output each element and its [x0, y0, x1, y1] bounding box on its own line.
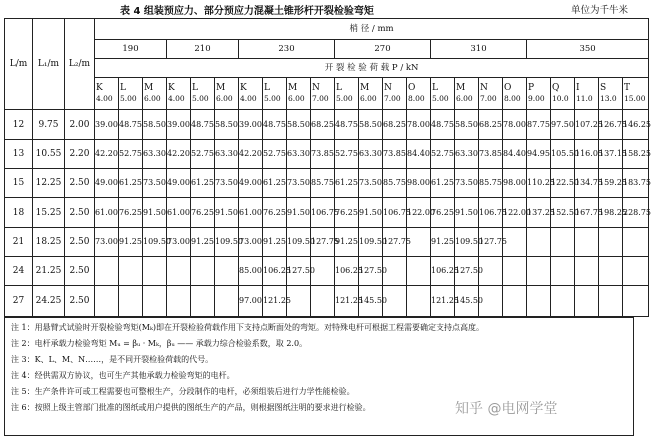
load-code: L: [432, 83, 438, 94]
moment-cell: [311, 286, 335, 317]
moment-cell: 145.50: [455, 286, 479, 317]
moment-cell: 91.25: [119, 227, 143, 256]
moment-cell: 61.00: [167, 198, 191, 227]
cell-L1: 15.25: [33, 198, 65, 227]
load-value: 6.00: [144, 94, 161, 104]
cell-L1: 21.25: [33, 257, 65, 286]
moment-cell: 52.75: [191, 139, 215, 168]
cell-L1: 24.25: [33, 286, 65, 317]
load-code-cell: [335, 77, 359, 110]
moment-cell: [407, 257, 431, 286]
load-code: T: [624, 83, 631, 94]
moment-cell: 73.00: [167, 227, 191, 256]
moment-cell: 78.00: [407, 110, 431, 139]
moment-cell: 145.50: [359, 286, 383, 317]
table-row: [5, 169, 649, 198]
moment-cell: 73.50: [287, 169, 311, 198]
moment-cell: 58.50: [215, 110, 239, 139]
moment-cell: 76.25: [335, 198, 359, 227]
load-code-cell: [503, 77, 527, 110]
moment-cell: 87.75: [527, 110, 551, 139]
header-row-load-codes: [5, 77, 649, 110]
moment-cell: 42.20: [95, 139, 119, 168]
moment-cell: [167, 257, 191, 286]
moment-cell: 158.25: [623, 139, 649, 168]
cell-L2: 2.50: [65, 286, 95, 317]
header-diameter: 230: [239, 39, 335, 59]
moment-cell: [95, 257, 119, 286]
header-row-load: [5, 59, 649, 77]
load-code: S: [600, 83, 607, 94]
moment-cell: 122.50: [551, 169, 575, 198]
load-code-cell: [551, 77, 575, 110]
note-1: 注 1：用悬臂式试验时开裂检验弯矩(Mₖ)即在开裂检验荷载作用下支持点断面处的弯矩。对特殊电杆可根据工程需要确定支持点高度。: [11, 323, 484, 332]
moment-cell: 110.25: [527, 169, 551, 198]
moment-cell: 39.00: [239, 110, 263, 139]
header-diameter: 350: [527, 39, 649, 59]
load-code: M: [216, 83, 226, 94]
moment-cell: 91.25: [191, 227, 215, 256]
load-value: 4.00: [96, 94, 113, 104]
moment-cell: 228.75: [623, 198, 649, 227]
moment-cell: 73.85: [311, 139, 335, 168]
moment-cell: 58.50: [143, 110, 167, 139]
unit-label: 单位为千牛米: [570, 5, 628, 16]
load-code: N: [312, 83, 320, 94]
moment-cell: 49.00: [239, 169, 263, 198]
moment-cell: [599, 286, 623, 317]
load-code-cell: [599, 77, 623, 110]
moment-cell: [527, 286, 551, 317]
moment-cell: 109.50: [143, 227, 167, 256]
cell-L: 27: [5, 286, 33, 317]
moment-cell: 63.30: [215, 139, 239, 168]
load-code: O: [504, 83, 512, 94]
moment-cell: 146.25: [623, 110, 649, 139]
moment-cell: 85.75: [383, 169, 407, 198]
moment-cell: 127.75: [383, 227, 407, 256]
table-row: [5, 286, 649, 317]
moment-cell: 94.95: [527, 139, 551, 168]
moment-cell: [623, 257, 649, 286]
moment-cell: 73.50: [359, 169, 383, 198]
load-code-cell: [239, 77, 263, 110]
load-value: 8.00: [408, 94, 425, 104]
moment-cell: [575, 257, 599, 286]
moment-cell: [191, 286, 215, 317]
moment-cell: [551, 227, 575, 256]
note-2: 注 2：电杆承载力检验弯矩 Mᵤ = βᵤ · Mₖ，βᵤ —— 承载力综合检验系数，取 2.0。: [11, 339, 308, 348]
load-code: Q: [552, 83, 560, 94]
moment-cell: 52.75: [335, 139, 359, 168]
note-3: 注 3：K、L、M、N……，是不同开裂检验荷载的代号。: [11, 355, 214, 364]
moment-cell: 58.50: [287, 110, 311, 139]
moment-cell: 76.25: [431, 198, 455, 227]
load-value: 5.00: [336, 94, 353, 104]
moment-cell: [575, 286, 599, 317]
moment-cell: [215, 257, 239, 286]
load-code-cell: [287, 77, 311, 110]
cell-L2: 2.50: [65, 227, 95, 256]
cell-L: 18: [5, 198, 33, 227]
moment-cell: 91.50: [143, 198, 167, 227]
load-value: 4.00: [240, 94, 257, 104]
moment-cell: [191, 257, 215, 286]
load-code: M: [288, 83, 298, 94]
moment-cell: 73.50: [215, 169, 239, 198]
load-code: L: [264, 83, 270, 94]
load-value: 5.00: [120, 94, 137, 104]
moment-cell: 127.50: [455, 257, 479, 286]
moment-cell: 48.75: [263, 110, 287, 139]
moment-cell: 63.30: [359, 139, 383, 168]
moment-cell: 109.50: [359, 227, 383, 256]
moment-cell: 68.25: [479, 110, 503, 139]
cell-L: 21: [5, 227, 33, 256]
load-value: 11.0: [576, 94, 593, 104]
load-value: 6.00: [216, 94, 233, 104]
moment-cell: [527, 227, 551, 256]
cell-L2: 2.50: [65, 169, 95, 198]
load-code-cell: [359, 77, 383, 110]
moment-cell: 68.25: [311, 110, 335, 139]
load-value: 8.00: [504, 94, 521, 104]
moment-cell: 61.25: [191, 169, 215, 198]
table-row: [5, 257, 649, 286]
moment-cell: 134.75: [575, 169, 599, 198]
moment-cell: 91.25: [431, 227, 455, 256]
load-code-cell: [407, 77, 431, 110]
moment-cell: 58.50: [359, 110, 383, 139]
moment-cell: [599, 227, 623, 256]
moment-cell: 85.75: [479, 169, 503, 198]
moment-cell: 91.25: [335, 227, 359, 256]
load-value: 7.00: [480, 94, 497, 104]
moment-cell: 76.25: [263, 198, 287, 227]
moment-cell: [503, 257, 527, 286]
load-code-cell: [263, 77, 287, 110]
moment-cell: 91.50: [287, 198, 311, 227]
load-code: N: [480, 83, 488, 94]
moment-cell: 48.75: [335, 110, 359, 139]
load-code: P: [528, 83, 535, 94]
moment-cell: 39.00: [167, 110, 191, 139]
moment-cell: 52.75: [119, 139, 143, 168]
moment-cell: 91.50: [215, 198, 239, 227]
header-L1: L₁/m: [33, 19, 65, 110]
cell-L1: 12.25: [33, 169, 65, 198]
moment-cell: 121.25: [431, 286, 455, 317]
moment-cell: 137.25: [527, 198, 551, 227]
moment-cell: 116.05: [575, 139, 599, 168]
moment-cell: [599, 257, 623, 286]
moment-cell: 91.50: [359, 198, 383, 227]
header-L: L/m: [5, 19, 33, 110]
moment-cell: [119, 286, 143, 317]
moment-cell: [551, 257, 575, 286]
moment-cell: [503, 286, 527, 317]
load-value: 6.00: [360, 94, 377, 104]
header-diameter: 190: [95, 39, 167, 59]
load-code-cell: [383, 77, 407, 110]
note-6: 注 6：按照上级主管部门批准的图纸或用户提供的图纸生产的产品，则根据图纸注明的要求进行检验。: [11, 403, 371, 412]
load-code-cell: [95, 77, 119, 110]
moment-cell: 127.75: [479, 227, 503, 256]
moment-cell: 137.15: [599, 139, 623, 168]
moment-cell: 127.75: [311, 227, 335, 256]
moment-cell: 97.00: [239, 286, 263, 317]
moment-cell: 107.25: [575, 110, 599, 139]
moment-cell: 61.25: [263, 169, 287, 198]
moment-cell: [215, 286, 239, 317]
moment-cell: 85.75: [311, 169, 335, 198]
moment-cell: 61.00: [95, 198, 119, 227]
cell-L2: 2.00: [65, 110, 95, 139]
load-code: I: [576, 83, 580, 94]
moment-cell: 48.75: [119, 110, 143, 139]
load-code: K: [168, 83, 175, 94]
load-value: 7.00: [384, 94, 401, 104]
moment-cell: 49.00: [167, 169, 191, 198]
moment-cell: [551, 286, 575, 317]
header-diameter: 210: [167, 39, 239, 59]
moment-cell: 61.25: [431, 169, 455, 198]
moment-cell: 52.75: [263, 139, 287, 168]
load-code-cell: [215, 77, 239, 110]
cell-L: 12: [5, 110, 33, 139]
moment-cell: [407, 286, 431, 317]
moment-cell: 106.75: [479, 198, 503, 227]
header-load: 开 裂 检 验 荷 载 P / kN: [95, 59, 649, 77]
load-code-cell: [455, 77, 479, 110]
moment-cell: 167.75: [575, 198, 599, 227]
moment-cell: 73.85: [479, 139, 503, 168]
moment-table: [4, 18, 649, 317]
moment-cell: 52.75: [431, 139, 455, 168]
load-code: O: [408, 83, 416, 94]
moment-cell: 42.20: [239, 139, 263, 168]
table-row: [5, 139, 649, 168]
cell-L2: 2.50: [65, 257, 95, 286]
moment-cell: 48.75: [191, 110, 215, 139]
moment-cell: [527, 257, 551, 286]
moment-cell: 98.00: [407, 169, 431, 198]
load-value: 13.0: [600, 94, 617, 104]
moment-cell: 61.25: [119, 169, 143, 198]
load-code: L: [192, 83, 198, 94]
moment-cell: 122.00: [407, 198, 431, 227]
header-tip-diameter: 梢 径 / mm: [95, 19, 649, 40]
moment-cell: 126.75: [599, 110, 623, 139]
moment-cell: 152.50: [551, 198, 575, 227]
moment-cell: 109.50: [455, 227, 479, 256]
note-4: 注 4：经供需双方协议，也可生产其他承载力检验弯矩的电杆。: [11, 371, 235, 380]
moment-cell: 105.50: [551, 139, 575, 168]
load-value: 4.00: [168, 94, 185, 104]
moment-cell: [623, 286, 649, 317]
moment-cell: 97.50: [551, 110, 575, 139]
moment-cell: 49.00: [95, 169, 119, 198]
moment-cell: 48.75: [431, 110, 455, 139]
load-value: 9.00: [528, 94, 545, 104]
moment-cell: 106.25: [335, 257, 359, 286]
moment-cell: [143, 257, 167, 286]
table-title-bar: [0, 2, 640, 18]
notes-box: [4, 317, 634, 436]
load-code-cell: [431, 77, 455, 110]
load-code-cell: [191, 77, 215, 110]
load-code: L: [336, 83, 342, 94]
cell-L2: 2.50: [65, 198, 95, 227]
header-row-diameters: [5, 39, 649, 59]
header-diameter: 270: [335, 39, 431, 59]
cell-L: 13: [5, 139, 33, 168]
moment-cell: 106.25: [263, 257, 287, 286]
moment-cell: 122.00: [503, 198, 527, 227]
load-code-cell: [167, 77, 191, 110]
table-row: [5, 110, 649, 139]
moment-cell: [119, 257, 143, 286]
load-code: N: [384, 83, 392, 94]
cell-L: 15: [5, 169, 33, 198]
moment-cell: [623, 227, 649, 256]
moment-cell: 76.25: [119, 198, 143, 227]
load-value: 7.00: [312, 94, 329, 104]
moment-cell: 91.50: [455, 198, 479, 227]
moment-cell: 73.00: [95, 227, 119, 256]
load-value: 5.00: [432, 94, 449, 104]
load-code-cell: [623, 77, 649, 110]
moment-cell: 127.50: [287, 257, 311, 286]
cell-L1: 10.55: [33, 139, 65, 168]
load-code: M: [144, 83, 154, 94]
cell-L1: 18.25: [33, 227, 65, 256]
moment-cell: 63.30: [143, 139, 167, 168]
load-code: M: [456, 83, 466, 94]
moment-cell: 78.00: [503, 110, 527, 139]
table-title: 表 4 组装预应力、部分预应力混凝土锥形杆开裂检验弯矩: [120, 6, 374, 17]
moment-cell: [167, 286, 191, 317]
moment-cell: 183.75: [623, 169, 649, 198]
load-code-cell: [143, 77, 167, 110]
load-code: K: [240, 83, 247, 94]
moment-cell: 39.00: [95, 110, 119, 139]
load-code: K: [96, 83, 103, 94]
moment-cell: [143, 286, 167, 317]
header-diameter: 310: [431, 39, 527, 59]
moment-cell: 63.30: [455, 139, 479, 168]
moment-cell: 127.50: [359, 257, 383, 286]
load-code-cell: [527, 77, 551, 110]
moment-cell: 73.50: [455, 169, 479, 198]
header-L2: L₂/m: [65, 19, 95, 110]
moment-cell: 84.40: [503, 139, 527, 168]
load-value: 6.00: [456, 94, 473, 104]
load-code: M: [360, 83, 370, 94]
cell-L2: 2.20: [65, 139, 95, 168]
moment-cell: [95, 286, 119, 317]
moment-cell: [575, 227, 599, 256]
moment-cell: 109.50: [215, 227, 239, 256]
note-5: 注 5：生产条件许可或工程需要也可整根生产，分段制作的电杆，必须组装后进行力学性能检验。: [11, 387, 355, 396]
moment-cell: 61.00: [239, 198, 263, 227]
table-row: [5, 227, 649, 256]
moment-cell: 84.40: [407, 139, 431, 168]
cell-L: 24: [5, 257, 33, 286]
load-value: 15.00: [624, 94, 646, 104]
moment-cell: 73.00: [239, 227, 263, 256]
moment-cell: 42.20: [167, 139, 191, 168]
moment-cell: 121.25: [335, 286, 359, 317]
moment-cell: 106.25: [431, 257, 455, 286]
moment-cell: 76.25: [191, 198, 215, 227]
load-value: 10.0: [552, 94, 569, 104]
load-code-cell: [479, 77, 503, 110]
moment-cell: 106.75: [383, 198, 407, 227]
table-row: [5, 198, 649, 227]
load-value: 5.00: [264, 94, 281, 104]
moment-cell: 98.00: [503, 169, 527, 198]
watermark: 知乎 @电网学堂: [455, 401, 558, 417]
load-code-cell: [119, 77, 143, 110]
load-code-cell: [311, 77, 335, 110]
cell-L1: 9.75: [33, 110, 65, 139]
load-code: L: [120, 83, 126, 94]
moment-cell: 121.25: [263, 286, 287, 317]
moment-cell: 106.75: [311, 198, 335, 227]
moment-cell: 68.25: [383, 110, 407, 139]
moment-cell: 61.25: [335, 169, 359, 198]
moment-cell: 91.25: [263, 227, 287, 256]
moment-cell: 58.50: [455, 110, 479, 139]
moment-cell: 159.25: [599, 169, 623, 198]
moment-cell: 63.30: [287, 139, 311, 168]
load-code-cell: [575, 77, 599, 110]
load-value: 5.00: [192, 94, 209, 104]
moment-cell: 73.85: [383, 139, 407, 168]
load-value: 6.00: [288, 94, 305, 104]
moment-cell: 85.00: [239, 257, 263, 286]
moment-cell: 198.25: [599, 198, 623, 227]
moment-cell: 109.50: [287, 227, 311, 256]
moment-cell: 73.50: [143, 169, 167, 198]
header-row-1: [5, 19, 649, 40]
